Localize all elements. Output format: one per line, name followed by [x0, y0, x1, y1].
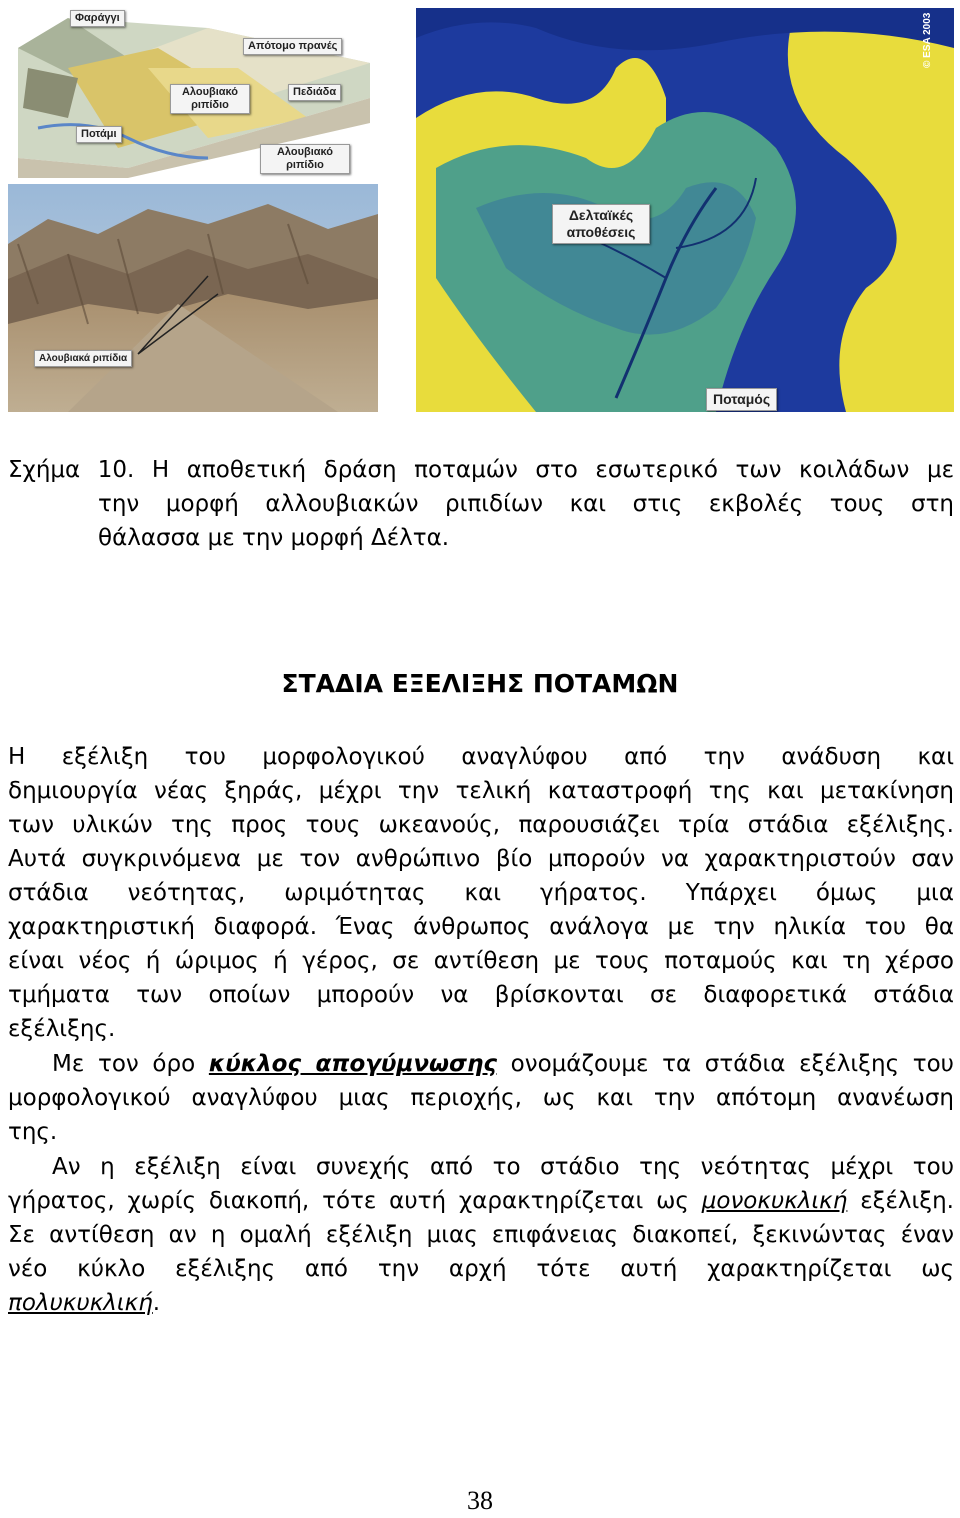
p1-line-7: είναι νέος ή ώριμος ή γέρος, σε αντίθεση με τους ποταμούς και τη χέρσο: [8, 948, 954, 974]
term-denudation-cycle: κύκλος απογύμνωσης: [208, 1051, 497, 1077]
p3-line-2: [8, 1186, 954, 1216]
label-alluvial-fans: Αλουβιακά ριπίδια: [34, 350, 132, 367]
label-alluvial-fan-upper: Αλουβιακό ριπίδιο: [170, 84, 250, 114]
p1-line-8: τμήματα των οποίων μπορούν να βρίσκονται σε διαφορετικά στάδια: [8, 982, 954, 1008]
p3-line-4: νέο κύκλο εξέλιξης από την αρχή τότε αυτή χαρακτηρίζεται ως: [8, 1256, 954, 1282]
satellite-image: [416, 8, 954, 412]
figure-number: Σχήμα 10.: [8, 457, 135, 483]
term-polycyclic: πολυκυκλική: [8, 1290, 153, 1316]
caption-line-3: θάλασσα με την μορφή Δέλτα.: [98, 525, 450, 551]
p1-line-6: χαρακτηριστική διαφορά. Ένας άνθρωπος ανάλογα με την ηλικία του θα: [8, 914, 954, 940]
satellite-figure: [416, 8, 954, 412]
block-diagram-figure: [8, 8, 370, 178]
label-alluvial-fan-lower: Αλουβιακό ριπίδιο: [260, 144, 350, 174]
p1-line-2: δημιουργία νέας ξηράς, μέχρι την τελική καταστροφή της και μετακίνηση: [8, 778, 954, 804]
p2-line-1: [52, 1049, 954, 1079]
caption-line-1: [8, 455, 954, 485]
caption-line-2: την μορφή αλλουβιακών ριπιδίων και στις εκβολές τους στη: [98, 491, 954, 517]
page-number: 38: [467, 1486, 493, 1515]
mountain-photo-figure: [8, 184, 378, 412]
label-delta-deposits: Δελταϊκές αποθέσεις: [552, 204, 650, 244]
label-canyon: Φαράγγι: [70, 10, 125, 27]
mountain-photo: [8, 184, 378, 412]
p2-text-pre: Με τον όρο: [52, 1051, 209, 1077]
p2-line-2: μορφολογικού αναγλύφου μιας περιοχής, ως και την απότομη ανανέωση: [8, 1085, 954, 1111]
section-heading: ΣΤΑΔΙΑ ΕΞΕΛΙΞΗΣ ΠΟΤΑΜΩΝ: [281, 669, 679, 698]
caption-text-1: Η αποθετική δράση ποταμών στο εσωτερικό των κοιλάδων με: [151, 457, 955, 483]
label-steep-slope: Απότομο πρανές: [243, 38, 342, 55]
copyright-text: © ESA 2003: [922, 12, 933, 68]
p3-line-1: Αν η εξέλιξη είναι συνεχής από το στάδιο της νεότητας μέχρι του: [52, 1154, 954, 1180]
p3-line-5: [8, 1288, 954, 1318]
p1-line-1: Η εξέλιξη του μορφολογικού αναγλύφου από την ανάδυση και: [8, 744, 954, 770]
p2-line-3: της.: [8, 1119, 58, 1145]
label-river: Ποτάμι: [76, 126, 122, 143]
p1-line-4: Αυτά συγκρινόμενα με τον ανθρώπινο βίο μπορούν να χαρακτηριστούν σαν: [8, 846, 954, 872]
label-plain: Πεδιάδα: [288, 84, 341, 101]
p2-text-post: ονομάζουμε τα στάδια εξέλιξης του: [496, 1051, 954, 1077]
term-monocyclic: μονοκυκλική: [701, 1188, 848, 1214]
p1-line-3: των υλικών της προς τους ωκεανούς, παρουσιάζει τρία στάδια εξέλιξης.: [8, 812, 954, 838]
p3-text-end: .: [152, 1290, 161, 1316]
p1-line-5: στάδια νεότητας, ωριμότητας και γήρατος. Υπάρχει όμως μια: [8, 880, 954, 906]
p3-line-3: Σε αντίθεση αν η ομαλή εξέλιξη μιας επιφάνειας διακοπεί, ξεκινώντας έναν: [8, 1222, 954, 1248]
p1-line-9: εξέλιξης.: [8, 1016, 116, 1042]
label-river-sat: Ποταμός: [706, 388, 777, 411]
p3-text-pre: γήρατος, χωρίς διακοπή, τότε αυτή χαρακτηρίζεται ως: [8, 1188, 702, 1214]
p3-text-post: εξέλιξη.: [847, 1188, 954, 1214]
